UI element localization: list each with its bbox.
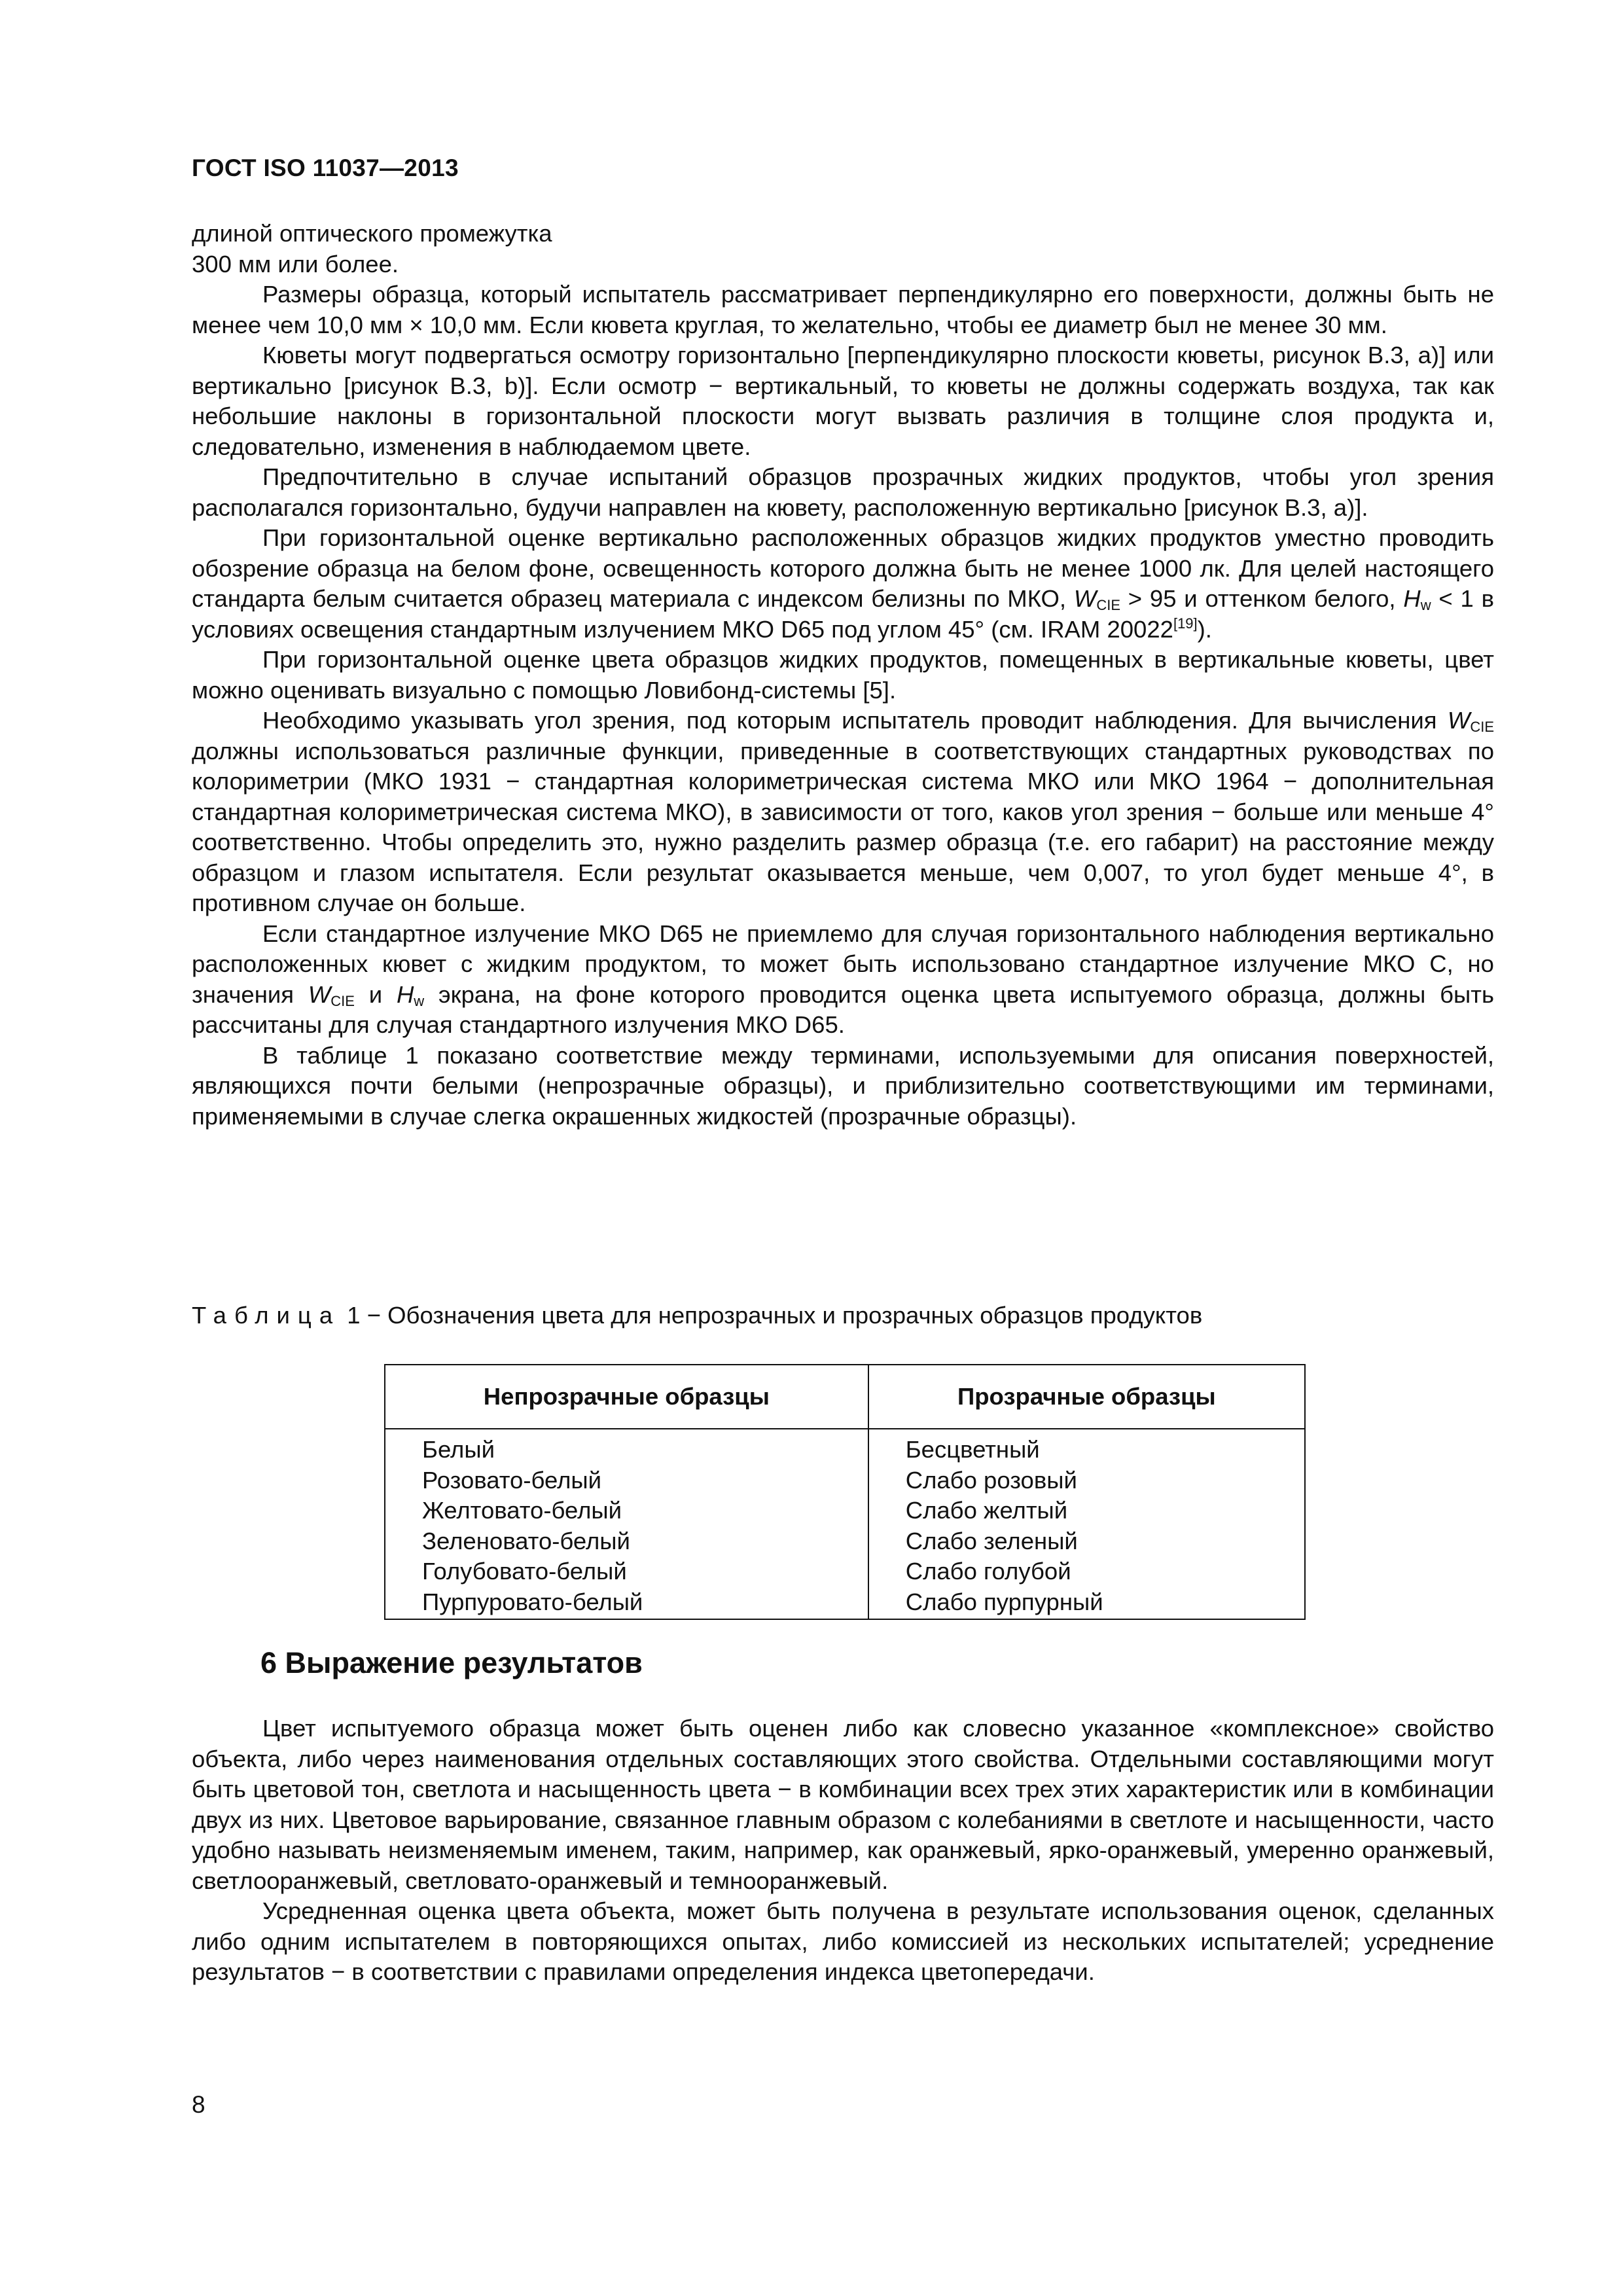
- document-header: ГОСТ ISO 11037—2013: [192, 154, 459, 181]
- symbol-h: H: [1403, 585, 1421, 612]
- symbol-w: W: [308, 980, 331, 1008]
- subscript-w: w: [1420, 597, 1431, 613]
- page-number: 8: [192, 2091, 205, 2118]
- table-cell-opaque: Желтовато-белый: [385, 1496, 868, 1526]
- subscript-cie: CIE: [330, 992, 355, 1009]
- paragraph-cuvette-inspection: Кюветы могут подвергаться осмотру горизонтально [перпендикулярно плоскости кюветы, рисунок В.3, а)] или вертикально [рисунок В.3, b)]. Если осмотр − вертикальный, то кюветы не должны содержать воздуха, так как небольшие наклоны в горизонтальной плоскости могут вызвать различия в толщине слоя продукта и, следовательно, изменения в наблюдаемом цвете.: [192, 342, 1494, 460]
- table-caption: [192, 1300, 1501, 1331]
- text-fragment: Если стандартное излучение МКО D65 не приемлемо для случая горизонтального наблюдения вертикально расположенных кювет с жидким продуктом, то может быть использовано стандартное излучение МКО С, но значения: [192, 920, 1494, 1008]
- subscript-cie: CIE: [1096, 597, 1121, 613]
- continuation-line-2: 300 мм или более.: [192, 250, 399, 278]
- table-cell-transparent: Слабо желтый: [868, 1496, 1305, 1526]
- symbol-h: H: [396, 980, 414, 1008]
- paragraph-white-background: [192, 523, 1494, 645]
- text-fragment: > 95 и оттенком белого,: [1120, 585, 1404, 612]
- table-row: [385, 1556, 1305, 1587]
- table-row: [385, 1526, 1305, 1557]
- table-header-opaque: Непрозрачные образцы: [385, 1365, 868, 1429]
- table-cell-opaque: Розовато-белый: [385, 1465, 868, 1496]
- text-fragment: Необходимо указывать угол зрения, под которым испытатель проводит наблюдения. Для вычисления: [262, 707, 1448, 734]
- text-fragment: ).: [1197, 615, 1212, 643]
- table-header-row: [385, 1365, 1305, 1429]
- paragraph-viewing-angle: Предпочтительно в случае испытаний образцов прозрачных жидких продуктов, чтобы угол зрения располагался горизонтально, будучи направлен на кювету, расположенную вертикально [рисунок В.3, а)].: [192, 463, 1494, 521]
- table-cell-transparent: Слабо голубой: [868, 1556, 1305, 1587]
- table-header-transparent: Прозрачные образцы: [868, 1365, 1305, 1429]
- paragraph-illuminant-c: [192, 919, 1494, 1041]
- color-designation-table: [384, 1364, 1306, 1620]
- paragraph-table-reference: В таблице 1 показано соответствие между терминами, используемыми для описания поверхностей, являющихся почти белыми (непрозрачные образцы), и приблизительно соответствующими им терминами, применяемыми в случае слегка окрашенных жидкостей (прозрачные образцы).: [192, 1041, 1494, 1130]
- text-fragment: должны использоваться различные функции, приведенные в соответствующих стандартных руководствах по колориметрии (МКО 1931 − стандартная колориметрическая система МКО или МКО 1964 − дополнительная стандартная колориметрическая система МКО), в зависимости от того, каков угол зрения − больше или меньше 4° соответственно. Чтобы определить это, нужно разделить размер образца (т.е. его габарит) на расстояние между образцом и глазом испытателя. Если результат оказывается меньше, чем 0,007, то угол будет меньше 4°, в противном случае он больше.: [192, 737, 1494, 916]
- paragraph-color-expression: Цвет испытуемого образца может быть оценен либо как словесно указанное «комплексное» свойство объекта, либо через наименования отдельных составляющих этого свойства. Отдельными составляющими могут быть цветовой тон, светлота и насыщенность цвета − в комбинации всех трех этих характеристик или в комбинации двух из них. Цветовое варьирование, связанное главным образом с колебаниями в светлоте и насыщенности, часто удобно называть неизменяемым именем, таким, например, как оранжевый, ярко-оранжевый, умеренно оранжевый, светлооранжевый, светловато-оранжевый и темнооранжевый.: [192, 1715, 1494, 1894]
- symbol-w: W: [1447, 707, 1471, 734]
- paragraph-angle-calculation: [192, 706, 1494, 919]
- section-heading: 6 Выражение результатов: [260, 1646, 643, 1679]
- subscript-cie: CIE: [1470, 719, 1494, 735]
- continuation-line-1: длиной оптического промежутка: [192, 220, 552, 247]
- paragraph-sample-size: Размеры образца, который испытатель рассматривает перпендикулярно его поверхности, должны быть не менее чем 10,0 мм × 10,0 мм. Если кювета круглая, то желательно, чтобы ее диаметр был не менее 30 мм.: [192, 281, 1494, 338]
- paragraph-average-assessment: Усредненная оценка цвета объекта, может быть получена в результате использования оценок, сделанных либо одним испытателем в повторяющихся опытах, либо комиссией из нескольких испытателей; усреднение результатов − в соответствии с правилами определения индекса цветопередачи.: [192, 1897, 1494, 1985]
- table-cell-opaque: Белый: [385, 1429, 868, 1465]
- table-cell-transparent: Слабо розовый: [868, 1465, 1305, 1496]
- table-row: [385, 1465, 1305, 1496]
- text-fragment: и: [354, 980, 397, 1008]
- subscript-w: w: [414, 992, 425, 1009]
- table-cell-transparent: Бесцветный: [868, 1429, 1305, 1465]
- table-cell-transparent: Слабо пурпурный: [868, 1587, 1305, 1620]
- text-fragment: < 1 в условиях освещения стандартным излучением МКО D65 под углом 45° (см. IRAM 20022: [192, 585, 1494, 643]
- table-row: [385, 1429, 1305, 1465]
- table-cell-opaque: Пурпуровато-белый: [385, 1587, 868, 1620]
- text-fragment: экрана, на фоне которого проводится оценка цвета испытуемого образца, должны быть рассчитаны для случая стандартного излучения МКО D65.: [192, 980, 1494, 1038]
- reference-19: [19]: [1173, 615, 1198, 632]
- table-row: [385, 1496, 1305, 1526]
- body-text-block: [192, 219, 1494, 1132]
- table-caption-text: 1 − Обозначения цвета для непрозрачных и прозрачных образцов продуктов: [340, 1302, 1203, 1329]
- table-cell-transparent: Слабо зеленый: [868, 1526, 1305, 1557]
- text-fragment: При горизонтальной оценке вертикально расположенных образцов жидких продуктов уместно проводить обозрение образца на белом фоне, освещенность которого должна быть не менее 1000 лк. Для целей настоящего стандарта белым считается образец материала с индексом белизны по МКО,: [192, 524, 1494, 612]
- paragraph-lovibond: При горизонтальной оценке цвета образцов жидких продуктов, помещенных в вертикальные кюветы, цвет можно оценивать визуально с помощью Ловибонд-системы [5].: [192, 646, 1494, 704]
- table-caption-label: Таблица: [192, 1302, 341, 1329]
- symbol-w: W: [1073, 585, 1097, 612]
- table-row: [385, 1587, 1305, 1620]
- table-cell-opaque: Зеленовато-белый: [385, 1526, 868, 1557]
- section-body: [192, 1713, 1494, 1988]
- table-cell-opaque: Голубовато-белый: [385, 1556, 868, 1587]
- paragraph-continuation: [192, 219, 1494, 279]
